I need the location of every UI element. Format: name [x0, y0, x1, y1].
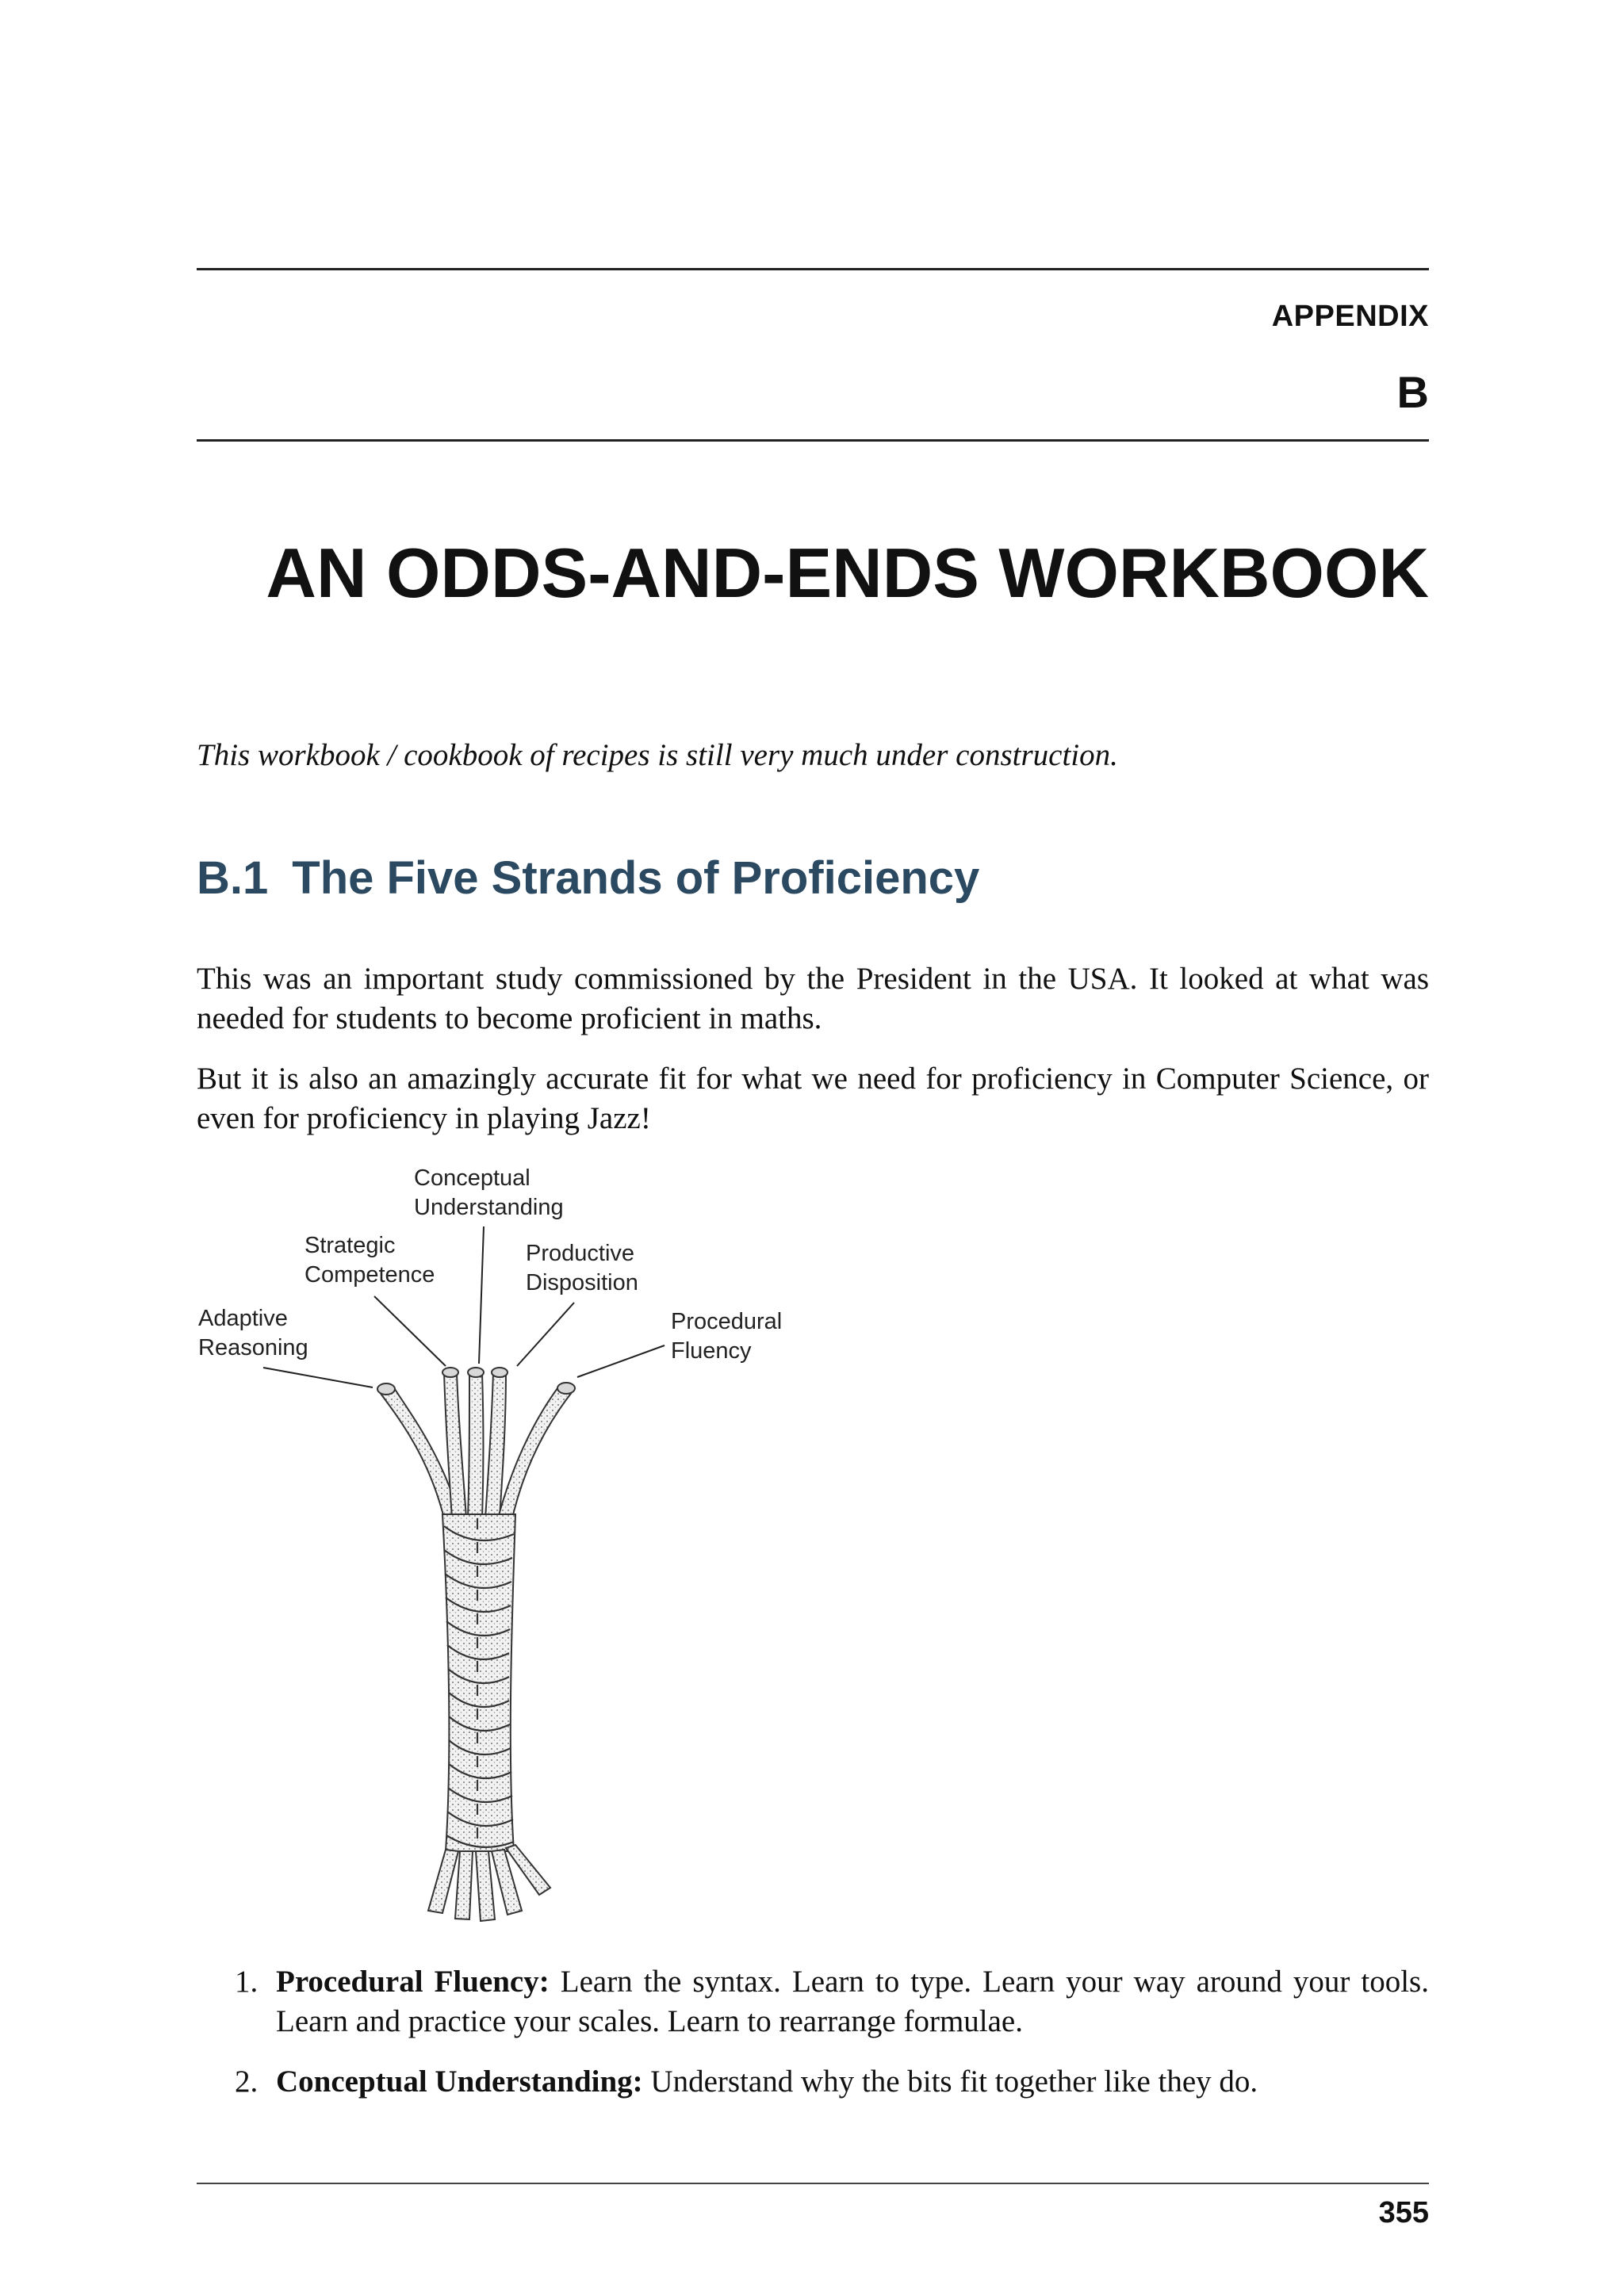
- strands-rope-figure: [190, 1154, 809, 1931]
- section-number: B.1: [197, 852, 269, 904]
- list-marker: 1.: [235, 1965, 259, 1999]
- chapter-letter: B: [1396, 367, 1429, 417]
- list-marker: 2.: [235, 2064, 259, 2099]
- paragraph-2: But it is also an amazingly accurate fit for what we need for proficiency in Computer Science, or even for proficiency in playing Jazz!: [197, 1062, 1429, 1135]
- chapter-title: AN ODDS-AND-ENDS WORKBOOK: [266, 534, 1429, 612]
- label-productive-line1: Productive: [526, 1241, 635, 1266]
- header-bottom-rule: [197, 439, 1429, 442]
- list-text: Learn the syntax. Learn to type. Learn your way around your tools. Learn and practice your scales. Learn to rearrange formulae.: [276, 1965, 1429, 2038]
- list-term: Conceptual Understanding:: [276, 2064, 643, 2099]
- strands-list: [197, 1962, 1429, 2122]
- page-number: 355: [1378, 2196, 1429, 2229]
- list-item: [197, 1962, 1429, 2042]
- chapter-label: APPENDIX: [1271, 300, 1429, 333]
- label-conceptual-line1: Conceptual: [414, 1165, 530, 1191]
- label-productive-line2: Disposition: [526, 1270, 638, 1295]
- label-adaptive-line1: Adaptive: [198, 1306, 288, 1331]
- header-top-rule: [197, 268, 1429, 270]
- footer-rule: [197, 2183, 1429, 2184]
- list-item: [197, 2062, 1429, 2102]
- list-term: Procedural Fluency:: [276, 1965, 550, 1999]
- rope-bottom-ends: [428, 1845, 550, 1921]
- label-procedural-line1: Procedural: [671, 1309, 783, 1334]
- rope-strands: [379, 1372, 573, 1518]
- label-procedural-line2: Fluency: [671, 1338, 752, 1364]
- label-adaptive-line2: Reasoning: [198, 1335, 308, 1360]
- section-title: The Five Strands of Proficiency: [292, 852, 980, 904]
- label-strategic-line2: Competence: [304, 1262, 435, 1288]
- intro-text: This workbook / cookbook of recipes is still very much under construction.: [197, 738, 1118, 772]
- label-strategic-line1: Strategic: [304, 1233, 396, 1258]
- list-text: Understand why the bits fit together like they do.: [650, 2064, 1258, 2099]
- section-heading: [197, 851, 979, 905]
- label-conceptual-line2: Understanding: [414, 1195, 564, 1220]
- paragraph-1: This was an important study commissioned by the President in the USA. It looked at what was needed for students to become proficient in maths.: [197, 962, 1429, 1035]
